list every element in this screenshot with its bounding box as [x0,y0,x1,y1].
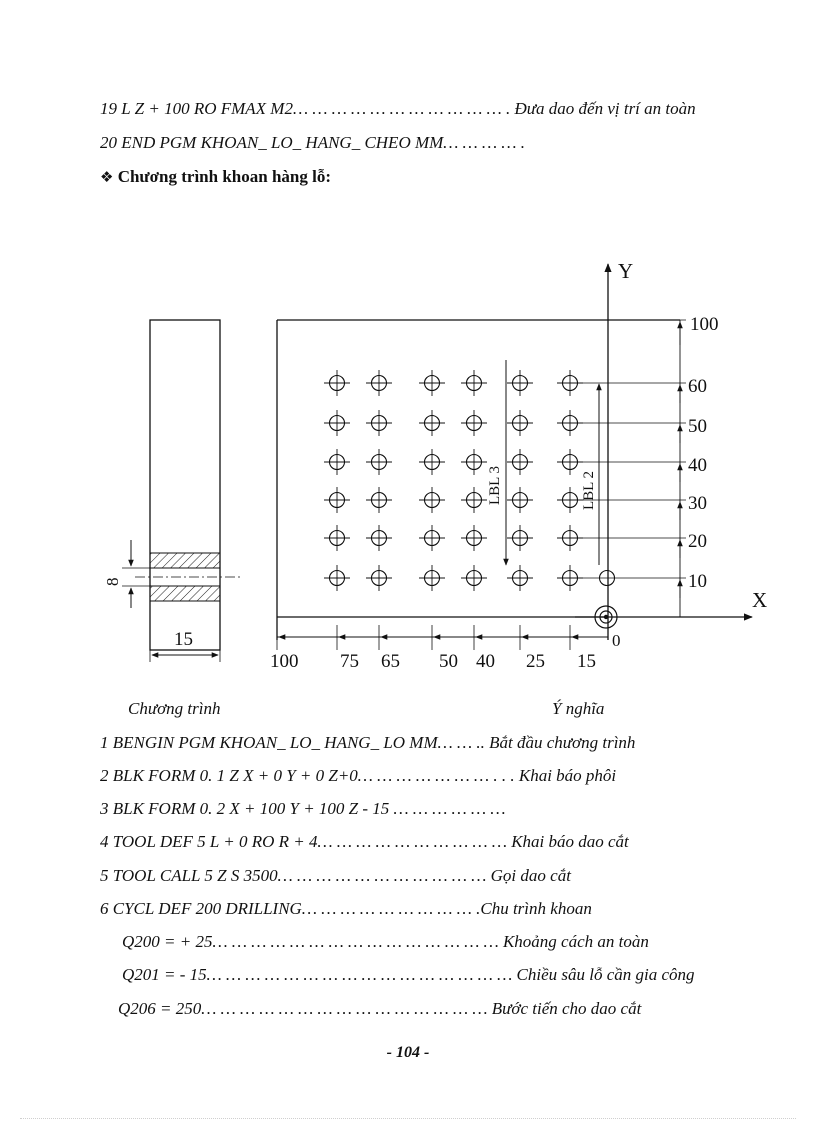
dim-y-label: 60 [688,376,707,397]
dim-y-label: 10 [688,571,707,592]
hole-symbol [507,410,533,436]
hole-symbol [419,525,445,551]
hole-symbol [366,410,392,436]
column-header-program: Chương trình [128,699,221,718]
program-line-20: 20 END PGM KHOAN_ LO_ HANG_ CHEO MM… … … … . [100,133,526,152]
lbl2-label: LBL 2 [581,470,597,510]
program-line-2: 2 BLK FORM 0. 1 Z X + 0 Y + 0 Z+0… … … … … … … . . . Khai báo phôi [100,766,617,785]
hole-symbol [507,370,533,396]
dim-x-label: 75 [340,651,359,672]
hole-symbol [507,487,533,513]
dim-x-label: 15 [577,651,596,672]
hole-symbol [461,449,487,475]
dim-y-label: 40 [688,455,707,476]
lbl3-label: LBL 3 [487,465,503,505]
bottom-dimension-chain [270,625,608,672]
hole-symbol [366,565,392,591]
dim-y-label: 50 [688,416,707,437]
column-header-meaning: Ý nghĩa [552,699,605,718]
dim-x-label: 50 [439,651,458,672]
dim-y-label: 30 [688,493,707,514]
parameter-q200: Q200 = + 25… … … … … … … … … … … … … … … Khoảng cách an toàn [122,932,649,951]
dim-y-100: 100 [690,314,719,335]
program-line-3: 3 BLK FORM 0. 2 X + 100 Y + 100 Z - 15 … … … … … … [100,799,506,818]
dim-x-label: 65 [381,651,400,672]
thickness-dim-label: 8 [103,577,122,586]
dim-y-label: 20 [688,531,707,552]
hole-symbol [324,487,350,513]
hole-symbol [324,449,350,475]
hole-symbol [461,410,487,436]
hole-symbol [461,565,487,591]
hole-symbol [366,449,392,475]
program-line-5: 5 TOOL CALL 5 Z S 3500… … … … … … … … … … … Gọi dao cắt [100,866,571,885]
plate-outline [277,320,680,640]
section-title: Chương trình khoan hàng lỗ: [117,167,331,186]
hole-symbol [419,370,445,396]
hole-symbol [419,487,445,513]
hole-symbol [366,370,392,396]
page-bottom-rule [20,1118,796,1119]
hole-symbol [507,449,533,475]
program-line-4: 4 TOOL DEF 5 L + 0 RO R + 4… … … … … … … … … … Khai báo dao cắt [100,832,629,851]
hole-symbol [507,565,533,591]
dim-x-label: 25 [526,651,545,672]
origin-label: 0 [612,631,621,650]
hole-symbol [419,410,445,436]
lbl3-arrow [487,360,506,565]
side-view [103,320,242,662]
hole-symbol [366,487,392,513]
width-dim-label: 15 [174,629,193,650]
program-line-19: 19 L Z + 100 RO FMAX M2… … … … … … … … … … … . Đưa dao đến vị trí an toàn [100,99,696,118]
hole-symbol [324,410,350,436]
y-axis-label: Y [618,259,634,283]
hole-symbol [507,525,533,551]
hole-symbol [324,370,350,396]
hole-symbol [461,525,487,551]
parameter-q206: Q206 = 250… … … … … … … … … … … … … … … Bước tiến cho dao cắt [118,999,642,1018]
hole-grid [324,370,615,591]
page-number: - 104 - [386,1044,430,1061]
program-line-1: 1 BENGIN PGM KHOAN_ LO_ HANG_ LO MM… … .. Bắt đầu chương trình [100,733,636,752]
dim-x-label: 40 [476,651,495,672]
program-line-6: 6 CYCL DEF 200 DRILLING… … … … … … … … … .Chu trình khoan [100,899,592,918]
hole-symbol [461,487,487,513]
hole-symbol [419,565,445,591]
parameter-q201: Q201 = - 15… … … … … … … … … … … … … … … … Chiều sâu lỗ cần gia công [122,965,695,984]
hole-symbol [366,525,392,551]
hole-symbol [461,370,487,396]
x-axis-label: X [752,588,768,612]
right-dimension-chain [570,314,719,617]
hole-symbol [324,525,350,551]
diamond-bullet-icon: ❖ [100,168,114,186]
hole-symbol [324,565,350,591]
dim-x-label: 100 [270,651,299,672]
hole-symbol [419,449,445,475]
